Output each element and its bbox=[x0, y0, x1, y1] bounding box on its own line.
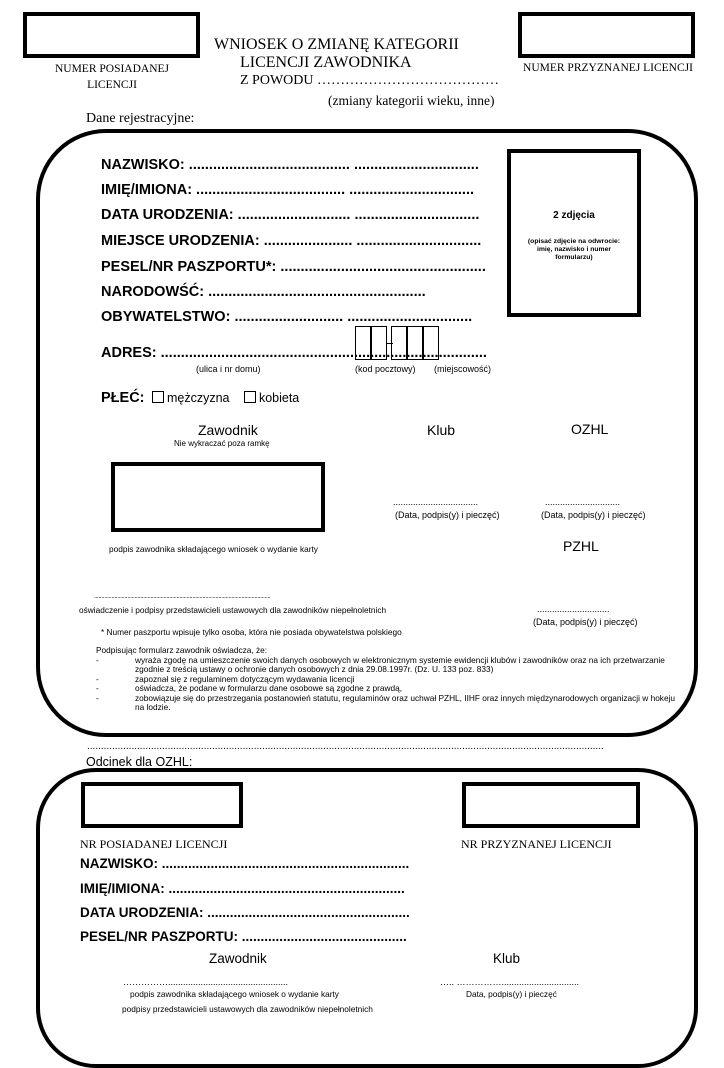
guardian-signature-line[interactable]: .......................................................................................................................... bbox=[94, 593, 271, 600]
player-title: Zawodnik bbox=[198, 422, 258, 438]
stub-birth-date-field[interactable]: DATA URODZENIA: ...................................................... bbox=[80, 905, 410, 920]
declaration-item: - zobowiązuje się do przestrzegania postanowień statutu, regulaminów oraz uchwał PZHL, IIHF oraz innych międzynarodowych organizacji w hokeju na lodzie. bbox=[96, 694, 676, 713]
stub-held-license-box[interactable] bbox=[81, 782, 243, 828]
pzhl-signature-caption: (Data, podpis(y) i pieczęć) bbox=[533, 617, 638, 627]
stub-given-names-field[interactable]: IMIĘ/IMIONA: ............................................................... bbox=[80, 881, 405, 896]
declaration-intro: Podpisując formularz zawodnik oświadcza, że: bbox=[96, 645, 268, 655]
cut-line: .......................................................................................................................................................................................... bbox=[87, 741, 604, 752]
player-note: Nie wykraczać poza ramkę bbox=[174, 439, 270, 448]
surname-field[interactable]: NAZWISKO: ........................................ ............................... bbox=[101, 157, 479, 173]
club-signature-caption: (Data, podpis(y) i pieczęć) bbox=[395, 510, 500, 520]
form-title-line3: Z POWODU ………………………………… bbox=[240, 73, 499, 88]
ozhl-signature-caption: (Data, podpis(y) i pieczęć) bbox=[541, 510, 646, 520]
photo-title: 2 zdjęcia bbox=[553, 210, 595, 221]
held-license-label-line1: NUMER POSIADANEJ bbox=[54, 63, 170, 75]
stub-club-title: Klub bbox=[493, 951, 521, 966]
female-checkbox[interactable] bbox=[244, 391, 256, 403]
stub-granted-license-box[interactable] bbox=[462, 782, 640, 828]
nationality-field[interactable]: NARODOWŚĆ: ...................................................... bbox=[101, 284, 426, 300]
postal-code-digit-4[interactable] bbox=[407, 326, 423, 360]
passport-footnote: * Numer paszportu wpisuje tylko osoba, która nie posiada obywatelstwa polskiego bbox=[101, 627, 402, 637]
held-license-label-line2: LICENCJI bbox=[87, 79, 137, 91]
registration-section-label: Dane rejestracyjne: bbox=[86, 111, 195, 126]
stub-player-signature-caption: podpis zawodnika składającego wniosek o wydanie karty bbox=[130, 989, 339, 999]
sex-row bbox=[101, 389, 299, 407]
stub-label: Odcinek dla OZHL: bbox=[86, 755, 193, 769]
stub-player-signature-line[interactable]: ……………................................................ bbox=[123, 977, 289, 987]
sex-label: PŁEĆ: bbox=[101, 390, 145, 406]
stub-guardian-caption: podpisy przedstawicieli ustawowych dla zawodników niepełnoletnich bbox=[122, 1004, 373, 1014]
guardian-caption: oświadczenie i podpisy przedstawicieli ustawowych dla zawodników niepełnoletnich bbox=[79, 605, 387, 615]
photo-note: (opisać zdjęcie na odwrocie: imię, nazwisko i numer formularzu) bbox=[527, 238, 621, 261]
declaration-item: - oświadcza, że podane w formularzu dane osobowe są zgodne z prawdą, bbox=[96, 684, 676, 693]
declaration-list-wrap bbox=[96, 656, 676, 712]
ozhl-signature-line[interactable]: .............................. bbox=[545, 497, 621, 507]
form-title bbox=[214, 36, 499, 90]
postal-code-digit-2[interactable] bbox=[371, 326, 387, 360]
ozhl-title: OZHL bbox=[571, 421, 609, 437]
address-postal-caption: (kod pocztowy) bbox=[355, 364, 416, 374]
pesel-passport-field[interactable]: PESEL/NR PASZPORTU*: ................................................... bbox=[101, 259, 486, 275]
declaration-item: - wyraża zgodę na umieszczenie swoich danych osobowych w elektronicznym systemie ewidencji klubów i zawodników oraz na ich przetwarzanie zgodnie z treścią ustawy o ochronie danych osobowych z dnia 29.08.1997r. (Dz. U. 133 poz. 833) bbox=[96, 656, 676, 675]
form-title-line1: WNIOSEK O ZMIANĘ KATEGORII bbox=[214, 36, 459, 53]
postal-code-digit-1[interactable] bbox=[355, 326, 371, 360]
address-street-caption: (ulica i nr domu) bbox=[196, 364, 261, 374]
club-title: Klub bbox=[427, 422, 456, 438]
stub-player-title: Zawodnik bbox=[209, 951, 267, 966]
address-field[interactable]: ADRES: ................................................................................. bbox=[101, 345, 487, 361]
form-title-line2: LICENCJI ZAWODNIKA bbox=[240, 54, 412, 71]
stub-surname-field[interactable]: NAZWISKO: .................................................................. bbox=[80, 856, 410, 871]
stub-club-signature-caption: Data, podpis(y) i pieczęć bbox=[466, 989, 557, 999]
stub-club-signature-line[interactable]: ….. ……………............................... bbox=[440, 977, 580, 987]
player-signature-box[interactable] bbox=[111, 462, 325, 532]
held-license-label bbox=[26, 61, 198, 93]
citizenship-field[interactable]: OBYWATELSTWO: ........................... ............................... bbox=[101, 309, 473, 325]
granted-license-label: NUMER PRZYZNANEJ LICENCJI bbox=[523, 62, 693, 74]
given-names-field[interactable]: IMIĘ/IMIONA: ..................................... ............................... bbox=[101, 182, 475, 198]
club-signature-line[interactable]: .................................. bbox=[393, 497, 479, 507]
address-city-caption: (miejscowość) bbox=[434, 364, 492, 374]
photo-box[interactable] bbox=[507, 149, 641, 317]
stub-held-license-label: NR POSIADANEJ LICENCJI bbox=[80, 837, 228, 851]
granted-license-number-box[interactable] bbox=[518, 12, 695, 58]
stub-pesel-field[interactable]: PESEL/NR PASZPORTU: ............................................ bbox=[80, 929, 407, 944]
male-label: mężczyzna bbox=[166, 391, 230, 405]
pzhl-signature-line[interactable]: ............................. bbox=[537, 604, 610, 614]
held-license-number-box[interactable] bbox=[23, 12, 200, 58]
postal-code-digit-3[interactable] bbox=[391, 326, 407, 360]
declaration-list bbox=[96, 656, 676, 712]
stub-granted-license-label: NR PRZYZNANEJ LICENCJI bbox=[461, 837, 612, 851]
birth-date-field[interactable]: DATA URODZENIA: ............................ ............................... bbox=[101, 207, 480, 223]
female-label: kobieta bbox=[258, 391, 300, 405]
postal-code-digit-5[interactable] bbox=[423, 326, 439, 360]
male-checkbox[interactable] bbox=[152, 391, 164, 403]
pzhl-title: PZHL bbox=[563, 538, 599, 554]
birth-place-field[interactable]: MIEJSCE URODZENIA: ...................... ............................... bbox=[101, 233, 482, 249]
declaration-item: - zapoznał się z regulaminem dotyczącym wydawania licencji bbox=[96, 675, 676, 684]
player-signature-caption: podpis zawodnika składającego wniosek o wydanie karty bbox=[109, 544, 318, 554]
form-title-note: (zmiany kategorii wieku, inne) bbox=[328, 93, 495, 108]
